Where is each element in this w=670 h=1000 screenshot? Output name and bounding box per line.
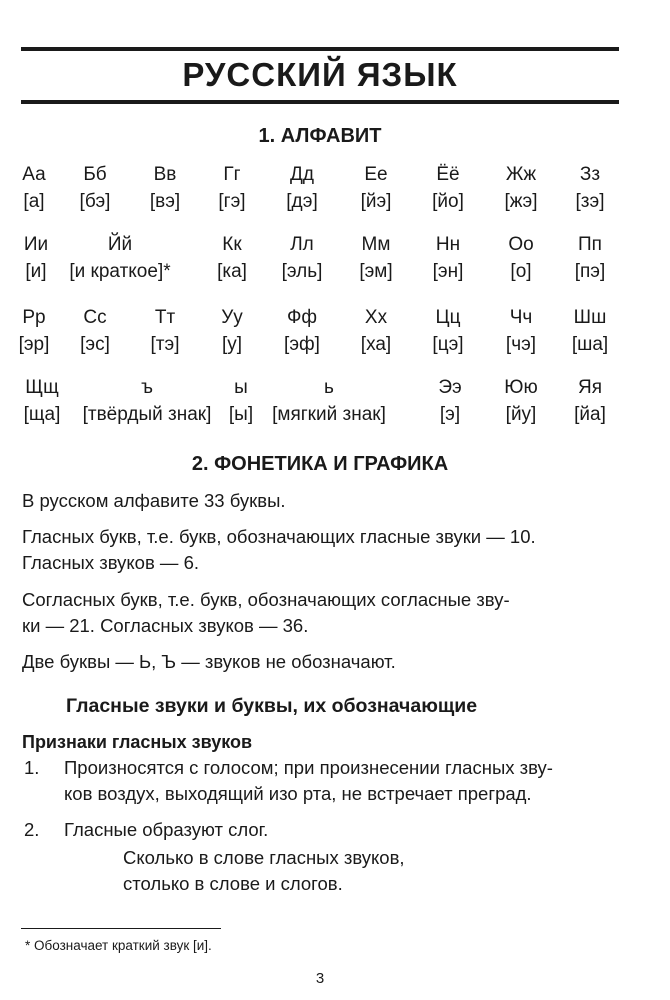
letter-pair: Ёё (436, 164, 460, 185)
letter-pair: Жж (505, 164, 537, 185)
letter-pair: Юю (504, 377, 538, 398)
paragraph-line: Гласных букв, т.е. букв, обозначающих гласные звуки — 10. (22, 526, 536, 547)
letter-sound: [тэ] (150, 334, 180, 355)
letter-sound: [ща] (23, 404, 61, 425)
title-rule-top (21, 47, 619, 51)
letter-sound: [ка] (217, 261, 247, 282)
letter-pair: Кк (222, 234, 242, 255)
letter-pair: Йй (107, 234, 133, 255)
letter-sound: [твёрдый знак] (82, 404, 212, 425)
alphabet-cell (506, 306, 536, 357)
letter-sound: [вэ] (149, 191, 181, 212)
paragraph-line: Гласных звуков — 6. (22, 552, 199, 573)
letter-pair: Бб (83, 164, 107, 185)
letter-pair: Яя (577, 377, 602, 398)
footnote-rule (21, 928, 221, 929)
letter-sound: [ша] (571, 334, 609, 355)
letter-pair: Шш (573, 307, 607, 328)
letter-sound: [зэ] (575, 191, 605, 212)
letter-pair: Аа (22, 164, 46, 185)
section-heading-alphabet: 1. АЛФАВИТ (258, 125, 382, 147)
letter-pair: ы (234, 377, 248, 398)
letter-pair: Пп (578, 234, 602, 255)
alphabet-cell (217, 233, 247, 284)
alphabet-cell (69, 233, 170, 284)
alphabet-cell (19, 306, 50, 357)
alphabet-cell (218, 163, 245, 214)
paragraph-line: Согласных букв, т.е. букв, обозначающих согласные зву- (22, 589, 510, 610)
paragraph-consonants (22, 587, 627, 639)
letter-pair: ъ (141, 377, 153, 398)
letter-sound: [мягкий знак] (272, 404, 386, 425)
alphabet-cell (504, 376, 537, 427)
letter-sound: [у] (221, 334, 243, 355)
note-line: столько в слове и слогов. (123, 873, 343, 894)
letter-sound: [бэ] (79, 191, 111, 212)
letter-pair: Зз (579, 164, 601, 185)
letter-pair: Уу (221, 307, 243, 328)
subheading-vowel-signs: Признаки гласных звуков (22, 732, 253, 752)
list-item-text (64, 755, 624, 807)
list-item-text (64, 817, 624, 843)
section-heading-phonetics: 2. ФОНЕТИКА И ГРАФИКА (191, 453, 449, 475)
paragraph-signs (22, 649, 627, 675)
page-title: РУССКИЙ ЯЗЫК (182, 56, 458, 93)
list-item-number: 2. (24, 819, 40, 840)
alphabet-cell (576, 163, 605, 214)
subheading-vowels: Гласные звуки и буквы, их обозначающие (66, 695, 478, 717)
alphabet-cell (575, 233, 606, 284)
letter-sound: [эр] (18, 334, 50, 355)
title-rule-bottom (21, 100, 619, 104)
alphabet-cell (572, 306, 608, 357)
letter-pair: Хх (364, 307, 388, 328)
letter-sound: [эн] (432, 261, 464, 282)
letter-pair: Вв (153, 164, 177, 185)
list-item-line: ков воздух, выходящий изо рта, не встречает преград. (64, 783, 532, 804)
letter-sound: [эль] (281, 261, 323, 282)
letter-pair: Цц (435, 307, 461, 328)
alphabet-cell (80, 163, 111, 214)
letter-sound: [и краткое]* (69, 261, 171, 282)
letter-sound: [эс] (80, 334, 110, 355)
letter-pair: Тт (154, 307, 176, 328)
list-item-line: Гласные образуют слог. (64, 819, 269, 840)
alphabet-cell (284, 306, 320, 357)
letter-pair: Гг (223, 164, 241, 185)
alphabet-cell (272, 376, 386, 427)
alphabet-cell (282, 233, 323, 284)
letter-sound: [ы] (228, 404, 254, 425)
footnote: * Обозначает краткий звук [и]. (25, 938, 212, 953)
alphabet-cell (229, 376, 253, 427)
alphabet-cell (508, 233, 533, 284)
alphabet-cell (286, 163, 318, 214)
letter-pair: Ии (23, 234, 49, 255)
list-item (24, 755, 624, 807)
letter-sound: [и] (25, 261, 47, 282)
alphabet-cell (432, 306, 463, 357)
letter-pair: Лл (290, 234, 314, 255)
letter-pair: Мм (361, 234, 391, 255)
alphabet-cell (150, 163, 180, 214)
letter-sound: [о] (510, 261, 532, 282)
letter-pair: ь (324, 377, 334, 398)
list-item-line: Произносятся с голосом; при произнесении гласных зву- (64, 757, 553, 778)
letter-sound: [йо] (432, 191, 464, 212)
list-item (24, 817, 624, 843)
letter-sound: [ха] (360, 334, 392, 355)
letter-pair: Нн (435, 234, 461, 255)
note-line: Сколько в слове гласных звуков, (123, 847, 405, 868)
alphabet-cell (80, 306, 110, 357)
alphabet-cell (221, 306, 243, 357)
letter-sound: [а] (23, 191, 45, 212)
alphabet-cell (151, 306, 180, 357)
letter-pair: Ее (364, 164, 388, 185)
list-item-number: 1. (24, 757, 40, 778)
letter-sound: [гэ] (218, 191, 246, 212)
letter-sound: [цэ] (432, 334, 464, 355)
letter-sound: [эм] (359, 261, 393, 282)
alphabet-cell (574, 376, 606, 427)
alphabet-cell (505, 163, 538, 214)
letter-pair: Щщ (25, 377, 59, 398)
letter-pair: Оо (508, 234, 534, 255)
paragraph-line: ки — 21. Согласных звуков — 36. (22, 615, 309, 636)
page-number: 3 (315, 970, 325, 987)
alphabet-cell (83, 376, 212, 427)
alphabet-cell (438, 376, 461, 427)
alphabet-cell (361, 163, 392, 214)
alphabet-cell (433, 233, 464, 284)
letter-pair: Фф (286, 307, 318, 328)
letter-sound: [пэ] (574, 261, 606, 282)
letter-pair: Ээ (438, 377, 462, 398)
letter-sound: [чэ] (505, 334, 537, 355)
letter-pair: Рр (22, 307, 46, 328)
alphabet-cell (359, 233, 392, 284)
alphabet-cell (24, 376, 61, 427)
letter-pair: Сс (83, 307, 107, 328)
alphabet-cell (361, 306, 391, 357)
alphabet-cell (24, 233, 48, 284)
letter-sound: [жэ] (504, 191, 538, 212)
letter-sound: [йа] (574, 404, 606, 425)
note-syllables (123, 845, 405, 897)
paragraph-letters-count (22, 488, 627, 514)
letter-sound: [йэ] (360, 191, 392, 212)
paragraph-line: Две буквы — Ь, Ъ — звуков не обозначают. (22, 651, 396, 672)
letter-sound: [йу] (505, 404, 537, 425)
letter-pair: Дд (290, 164, 314, 185)
paragraph-vowels (22, 524, 627, 576)
alphabet-cell (432, 163, 464, 214)
letter-sound: [э] (439, 404, 461, 425)
letter-sound: [эф] (284, 334, 320, 355)
letter-sound: [дэ] (286, 191, 318, 212)
letter-pair: Чч (509, 307, 533, 328)
alphabet-cell (22, 163, 45, 214)
paragraph-line: В русском алфавите 33 буквы. (22, 490, 286, 511)
